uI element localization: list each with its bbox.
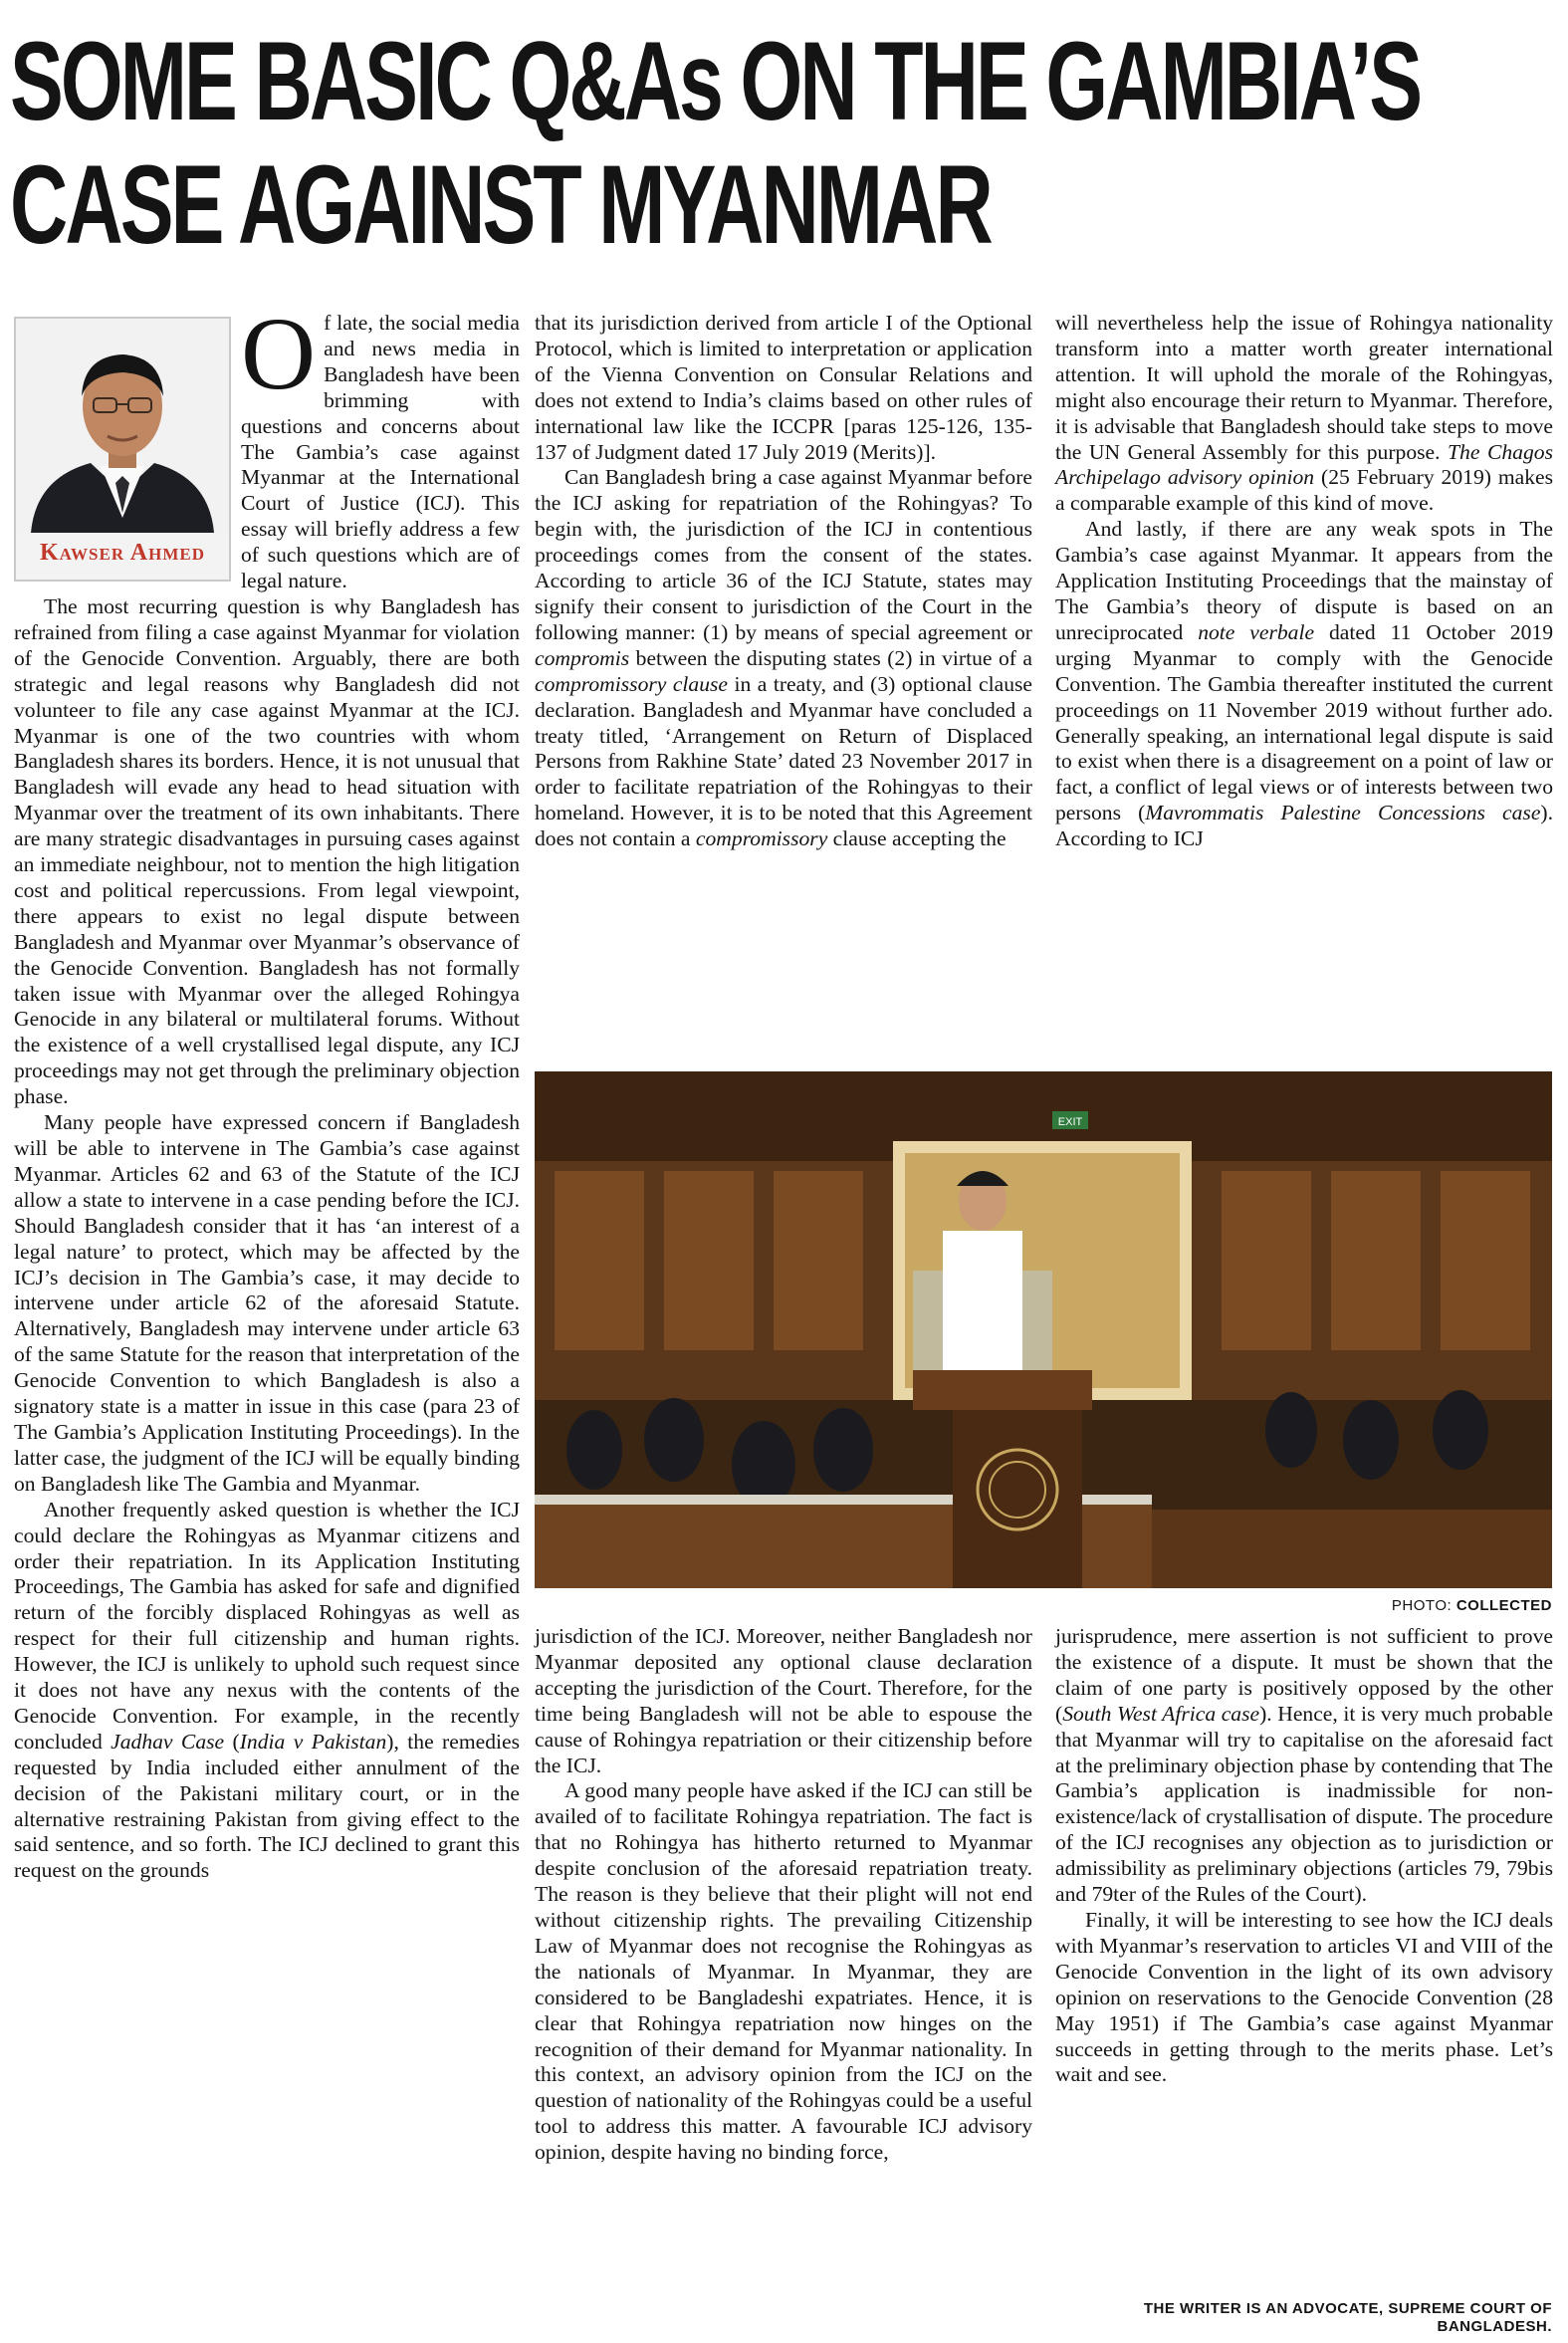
paragraph: The most recurring question is why Bangladesh has refrained from filing a case against Myanmar for violation of the Genocide Convention. Arguably, there are both strategic and legal reasons why Bangladesh did not volunteer to file any case against Myanmar at the ICJ. Myanmar is one of the two countries with whom Bangladesh shares its borders. Hence, it is not unusual that Bangladesh will evade any head to head situation with Myanmar over the treatment of its own inhabitants. There are many strategic disadvantages in pursuing cases against an immediate neighbour, not to mention the high litigation cost and political repercussions. From legal viewpoint, there appears to exist no legal dispute between Bangladesh and Myanmar over Myanmar’s observance of the Genocide Convention. Bangladesh has not formally taken issue with Myanmar over the alleged Rohingya Genocide in any bilateral or multilateral forums. Without the existence of a well crystallised legal dispute, any ICJ proceedings may not get through the preliminary objection phase.	[14, 593, 520, 1109]
intro-text: f late, the social media and news media in Bangladesh have been brimming with questions and concerns about The Gambia’s case against Myanmar at the International Court of Justice (ICJ). This essay will briefly address a few of such questions which are of legal nature.	[241, 311, 520, 593]
author-box	[14, 317, 231, 582]
text-run: clause accepting the	[827, 826, 1007, 851]
text-run: ). Hence, it is very much probable that Myanmar will try to capitalise on the aforesaid fact at the preliminary objection phase by contending that The Gambia’s application is inadmissible for non-existence/lack of crystallisation of dispute. The procedure of the ICJ recognises any objection as to jurisdiction or admissibility as preliminary objections (articles 79, 79bis and 79ter of the Rules of the Court).	[1055, 1701, 1553, 1907]
credit-label: PHOTO:	[1391, 1597, 1453, 1614]
column-3-bottom	[1055, 1624, 1553, 2088]
case-parties: India v Pakistan	[239, 1729, 387, 1754]
paragraph: Finally, it will be interesting to see how the ICJ deals with Myanmar’s reservation to articles VI and VIII of the Genocide Convention in the light of its own advisory opinion on reservations to the Genocide Convention (28 May 1951) if The Gambia’s case against Myanmar succeeds in getting through to the merits phase. Let’s wait and see.	[1055, 1907, 1553, 2087]
term-compromissory: compromissory	[695, 826, 828, 851]
text-run: will nevertheless help the issue of Rohingya nationality transform into a matter worth greater international attention. It will uphold the morale of the Rohingyas, might also encourage their return to Myanmar. Therefore, it is advisable that Bangladesh should take steps to move the UN General Assembly for this purpose.	[1055, 311, 1553, 464]
paragraph: Many people have expressed concern if Bangladesh will be able to intervene in The Gambia’s case against Myanmar. Articles 62 and 63 of the Statute of the ICJ allow a state to intervene in a case pending before the ICJ. Should Bangladesh consider that it has ‘an interest of a legal nature’ to protect, which may be affected by the ICJ’s decision in The Gambia’s case, it may decide to intervene under article 62 of the aforesaid Statute. Alternatively, Bangladesh may intervene under article 63 of the same Statute for the reason that interpretation of the Genocide Convention to which Bangladesh is also a signatory state is a matter in issue in this case (para 23 of The Gambia’s Application Instituting Proceedings). In the latter case, the judgment of the ICJ will be equally binding on Bangladesh like The Gambia and Myanmar.	[14, 1110, 520, 1496]
term-note-verbale: note verbale	[1198, 619, 1315, 644]
text-run: Can Bangladesh bring a case against Myanmar before the ICJ asking for repatriation of the Rohingyas? To begin with, the jurisdiction of the ICJ in contentious proceedings comes from the consent of the states. According to article 36 of the ICJ Statute, states may signify their consent to jurisdiction of the Court in the following manner: (1) by means of special agreement or	[535, 465, 1032, 644]
paragraph: A good many people have asked if the ICJ can still be availed of to facilitate Rohingya repatriation. The fact is that no Rohingya has hitherto returned to Myanmar despite conclusion of the aforesaid repatriation treaty. The reason is they believe that their plight will not end without citizenship rights. The prevailing Citizenship Law of Myanmar does not recognise the Rohingyas as the nationals of Myanmar. In Myanmar, they are considered to be Bangladeshi expatriates. Hence, it is clear that Rohingya repatriation now hinges on the recognition of their demand for Myanmar nationality. In this context, an advisory opinion from the ICJ on the question of nationality of the Rohingyas could be a useful tool to address this matter. A favourable ICJ advisory opinion, despite having no binding force,	[535, 1778, 1032, 2165]
author-byline: Kawser Ahmed	[39, 540, 206, 566]
paragraph	[1055, 311, 1553, 517]
headline-line-2: CASE AGAINST MYANMAR	[10, 142, 991, 267]
credit-value: COLLECTED	[1456, 1597, 1552, 1614]
text-run: (25 February 2019) makes a comparable example of this kind of move.	[1055, 465, 1554, 516]
text-run: between the disputing states (2) in virtue of a	[629, 645, 1032, 670]
paragraph	[535, 465, 1032, 852]
headline	[10, 19, 1421, 267]
exit-sign: EXIT	[1057, 1116, 1083, 1128]
column-2-bottom	[535, 1624, 1032, 2166]
column-3-top	[1055, 311, 1553, 852]
drop-cap: O	[241, 297, 317, 411]
text-run: And lastly, if there are any weak spots in The Gambia’s case against Myanmar. It appears from the Application Instituting Proceedings that the mainstay of The Gambia’s theory of dispute is based on an unreciprocated	[1055, 517, 1553, 644]
author-portrait	[16, 319, 229, 533]
paragraph: jurisdiction of the ICJ. Moreover, neither Bangladesh nor Myanmar deposited any optional clause declaration accepting the jurisdiction of the Court. Therefore, for the time being Bangladesh will not be able to espouse the cause of Rohingya repatriation or their citizenship before the ICJ.	[535, 1624, 1032, 1777]
case-name: South West Africa case	[1062, 1701, 1260, 1726]
paragraph	[1055, 1624, 1553, 1908]
paragraph: Another frequently asked question is whether the ICJ could declare the Rohingyas as Myanmar citizens and order their repatriation. In its Application Instituting Proceedings, The Gambia has asked for safe and dignified return of the forcibly displaced Rohingyas as well as respect for their full citizenship and human rights. However, the ICJ is unlikely to uphold such request since it does not have any nexus with the contents of the Genocide Convention. For example, in the recently concluded Jadhav Case (India v Pakistan), the remedies requested by India included either annulment of the decision of the Pakistani military court, or in the alternative restraining Pakistan from giving effect to the said sentence, and so forth. The ICJ declined to grant this request on the grounds	[14, 1497, 520, 1883]
paragraph: that its jurisdiction derived from article I of the Optional Protocol, which is limited to interpretation or application of the Vienna Convention on Consular Relations and does not extend to India’s claims based on other rules of international law like the ICCPR [paras 125-126, 135-137 of Judgment dated 17 July 2019 (Merits)].	[535, 311, 1032, 464]
courtroom-photo	[535, 1071, 1552, 1588]
text-run: jurisprudence, mere assertion is not sufficient to prove the existence of a dispute. It must be shown that the claim of one party is positively opposed by the other (	[1055, 1624, 1553, 1726]
text-run: Another frequently asked question is whether the ICJ could declare the Rohingyas as Myanmar citizens and order their repatriation. In its Application Instituting Proceedings, The Gambia has asked for safe and dignified return of the forcibly displaced Rohingyas as well as respect for their full citizenship and human rights. However, the ICJ is unlikely to uphold such request since it does not have any nexus with the contents of the Genocide Convention. For example, in the recently concluded	[14, 1497, 520, 1754]
text-run: ). According to ICJ	[1055, 801, 1554, 851]
photo-credit	[1392, 1597, 1552, 1614]
paragraph	[1055, 517, 1553, 852]
text-run: , the remedies requested by India included either annulment of the decision of the Pakistani military court, or in the alternative restraining Pakistan from giving effect to the said sentence, and so forth. The ICJ declined to grant this request on the grounds	[14, 1729, 520, 1883]
text-run: in a treaty, and (3) optional clause declaration. Bangladesh and Myanmar have concluded a treaty titled, ‘Arrangement on Return of Displaced Persons from Rakhine State’ dated 23 November 2017 in order to facilitate repatriation of the Rohingyas to their homeland. However, it is to be noted that this Agreement does not contain a	[535, 671, 1033, 851]
term-compromis: compromis	[535, 645, 630, 670]
column-2-top	[535, 311, 1032, 852]
headline-line-1: SOME BASIC Q&As ON THE GAMBIA’S	[10, 19, 1421, 143]
case-name: The Chagos Archipelago advisory opinion	[1055, 439, 1553, 490]
text-run: dated 11 October 2019 urging Myanmar to comply with the Genocide Convention. The Gambia thereafter instituted the current proceedings on 11 November 2019 without further ado. Generally speaking, an international legal dispute is said to exist when there is a disagreement on a point of law or fact, a conflict of legal views or of interests between two persons (	[1055, 619, 1553, 825]
term-compromissory-clause: compromissory clause	[535, 671, 729, 696]
writer-note: THE WRITER IS AN ADVOCATE, SUPREME COURT OF BANGLADESH.	[1143, 2300, 1552, 2335]
case-name: Jadhav Case	[111, 1729, 225, 1754]
case-name: Mavrommatis Palestine Concessions case	[1145, 801, 1541, 825]
